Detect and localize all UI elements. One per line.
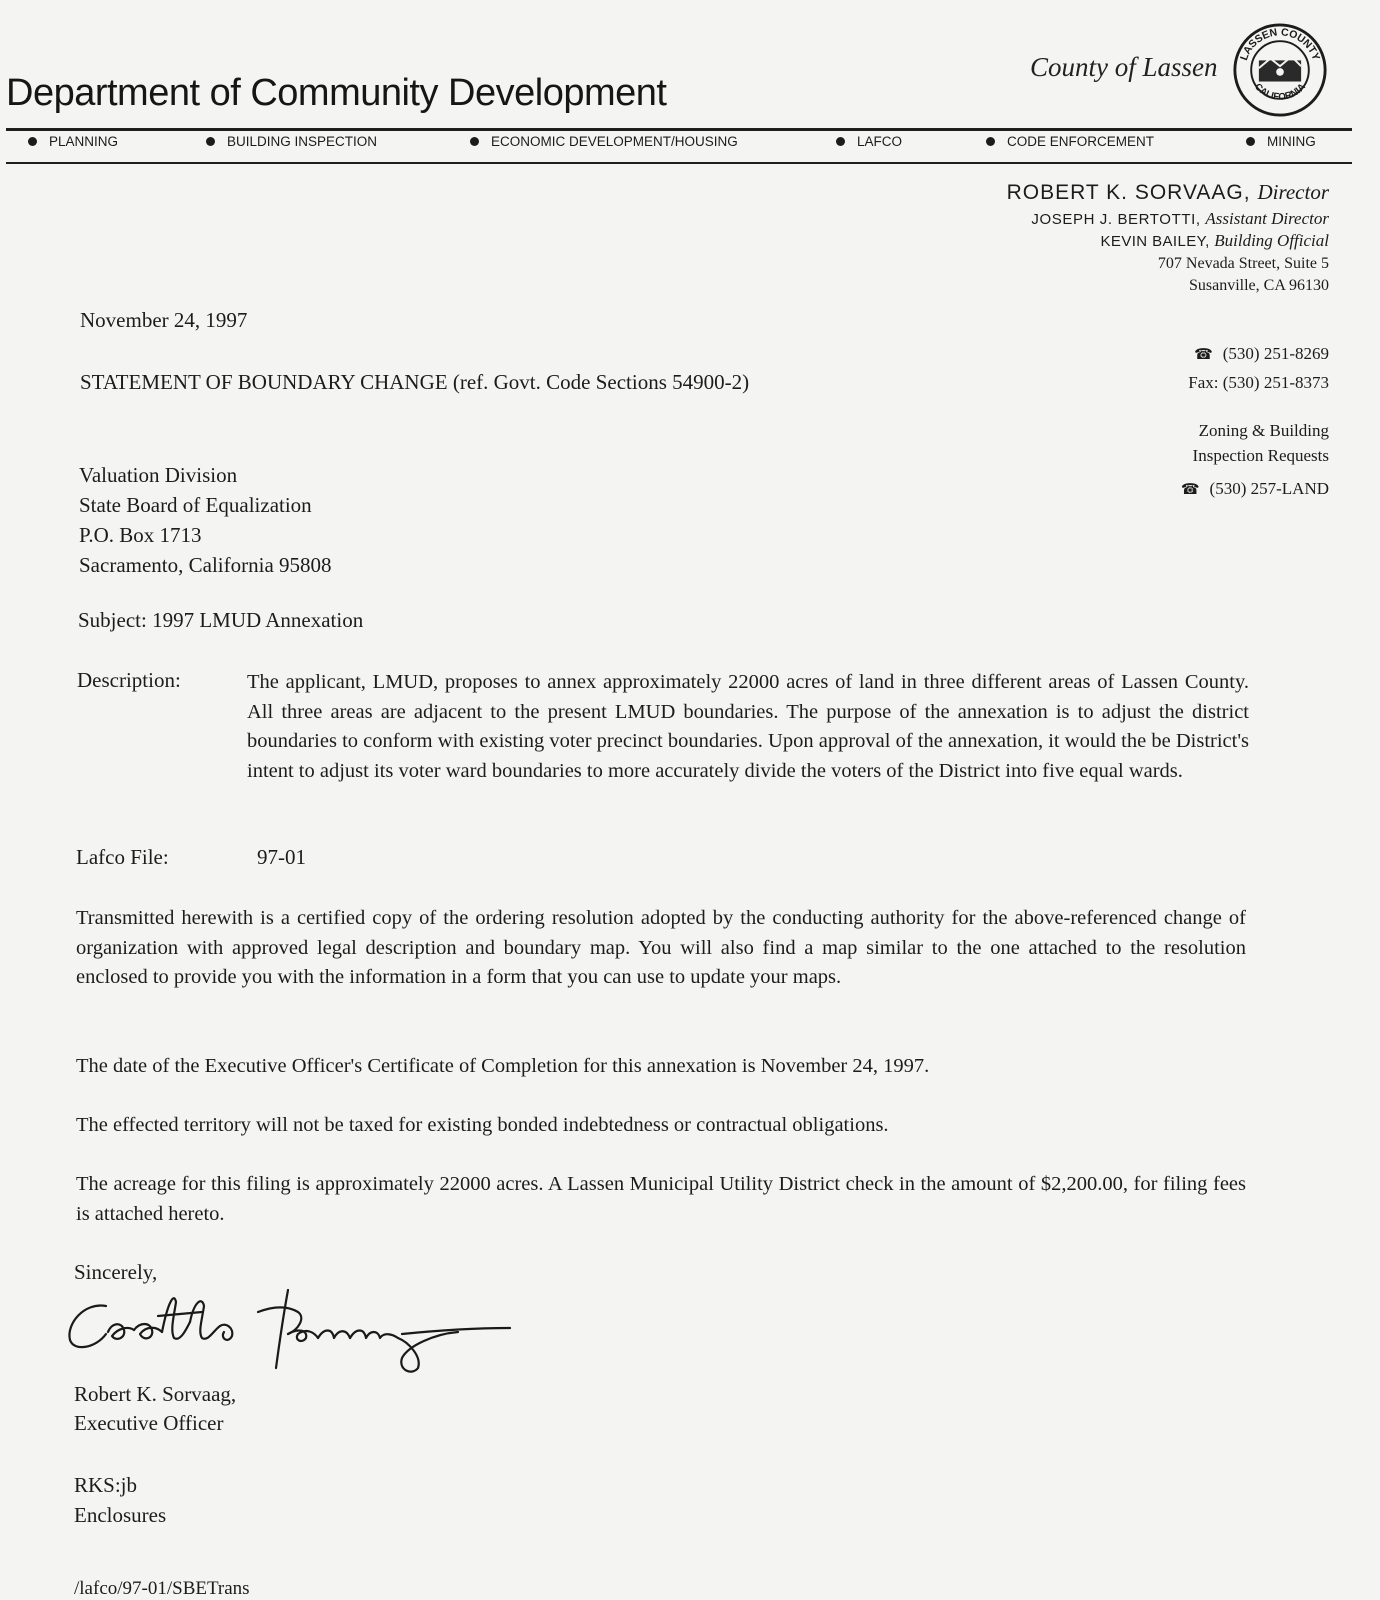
header-rule-bottom [6, 162, 1352, 164]
signature-icon [62, 1272, 522, 1390]
recipient-address: Valuation Division State Board of Equalization P.O. Box 1713 Sacramento, California 95808 [79, 463, 332, 577]
header-rule-top [6, 128, 1352, 131]
department-title: Department of Community Development [6, 72, 667, 114]
taxation-paragraph: The effected territory will not be taxed for existing bonded indebtedness or contractual obligations. [76, 1114, 889, 1136]
description-label: Description: [77, 668, 181, 692]
zoning-phone-line: ☎ (530) 257-LAND [1180, 479, 1329, 498]
closing-salutation: Sincerely, [74, 1260, 158, 1284]
bullet-icon [206, 137, 215, 146]
division-item-mining: MINING [1246, 134, 1316, 149]
division-item-building-inspection: BUILDING INSPECTION [206, 134, 377, 149]
bullet-icon [986, 137, 995, 146]
bullet-icon [470, 137, 479, 146]
bullet-icon [28, 137, 37, 146]
statement-heading: STATEMENT OF BOUNDARY CHANGE (ref. Govt. Code Sections 54900-2) [80, 370, 750, 394]
enclosures-note: Enclosures [74, 1503, 167, 1527]
letter-date: November 24, 1997 [80, 308, 248, 332]
svg-text:LASSEN COUNTY: LASSEN COUNTY [1238, 26, 1322, 63]
reference-block [74, 1470, 166, 1530]
typist-initials: RKS:jb [74, 1473, 138, 1497]
seal-icon [1232, 22, 1328, 118]
fax-line: Fax: (530) 251-8373 [1188, 373, 1329, 392]
signer-title: Executive Officer [74, 1411, 224, 1435]
department-divisions-bar [0, 134, 1380, 158]
building-official-line: KEVIN BAILEY, Building Official [1100, 231, 1329, 250]
svg-text:CALIFORNIA: CALIFORNIA [1252, 81, 1308, 103]
division-item-economic-development: ECONOMIC DEVELOPMENT/HOUSING [470, 134, 738, 149]
staff-block [1007, 180, 1329, 295]
transmittal-paragraph: Transmitted herewith is a certified copy of the ordering resolution adopted by the conducting authority for the above-referenced change of organization with approved legal description and boundary map. You will also find a map similar to the one attached to the resolution enclosed to provide you with the information in a form that you can use to update your maps. [76, 907, 1246, 988]
division-item-planning: PLANNING [28, 134, 118, 149]
zoning-line-1: Zoning & Building [1198, 421, 1329, 440]
bullet-icon [836, 137, 845, 146]
lafco-file-label: Lafco File: [76, 845, 169, 869]
lafco-file-value: 97-01 [257, 845, 306, 869]
contact-block [1188, 340, 1329, 397]
division-item-code-enforcement: CODE ENFORCEMENT [986, 134, 1154, 149]
phone-icon: ☎ [1180, 482, 1200, 498]
file-path: /lafco/97-01/SBETrans [74, 1578, 250, 1599]
director-line: ROBERT K. SORVAAG, Director [1006, 180, 1329, 204]
county-script-logo: County of Lassen [1030, 52, 1218, 82]
assistant-director-line: JOSEPH J. BERTOTTI, Assistant Director [1031, 209, 1329, 228]
zoning-requests-block [1181, 418, 1329, 503]
phone-line: ☎ (530) 251-8269 [1194, 344, 1329, 363]
acreage-fee-paragraph: The acreage for this filing is approximately 22000 acres. A Lassen Municipal Utility District check in the amount of $2,200.00, for filing fees is attached hereto. [76, 1173, 1246, 1225]
address-line-2: Susanville, CA 96130 [1188, 277, 1329, 294]
bullet-icon [1246, 137, 1255, 146]
signer-name: Robert K. Sorvaag, [74, 1382, 237, 1406]
subject-line: Subject: 1997 LMUD Annexation [78, 608, 364, 632]
division-item-lafco: LAFCO [836, 134, 902, 149]
zoning-line-2: Inspection Requests [1192, 446, 1329, 465]
phone-icon: ☎ [1194, 347, 1213, 363]
signer-block [74, 1380, 236, 1438]
completion-date-paragraph: The date of the Executive Officer's Certificate of Completion for this annexation is November 24, 1997. [76, 1055, 930, 1077]
description-text: The applicant, LMUD, proposes to annex approximately 22000 acres of land in three different areas of Lassen County. All three areas are adjacent to the present LMUD boundaries. The purpose of the annexation is to adjust the district boundaries to conform with existing voter precinct boundaries. Upon approval of the annexation, it would the be District's intent to adjust its voter ward boundaries to more accurately divide the voters of the District into five equal wards. [247, 671, 1249, 782]
address-line-1: 707 Nevada Street, Suite 5 [1157, 255, 1329, 272]
